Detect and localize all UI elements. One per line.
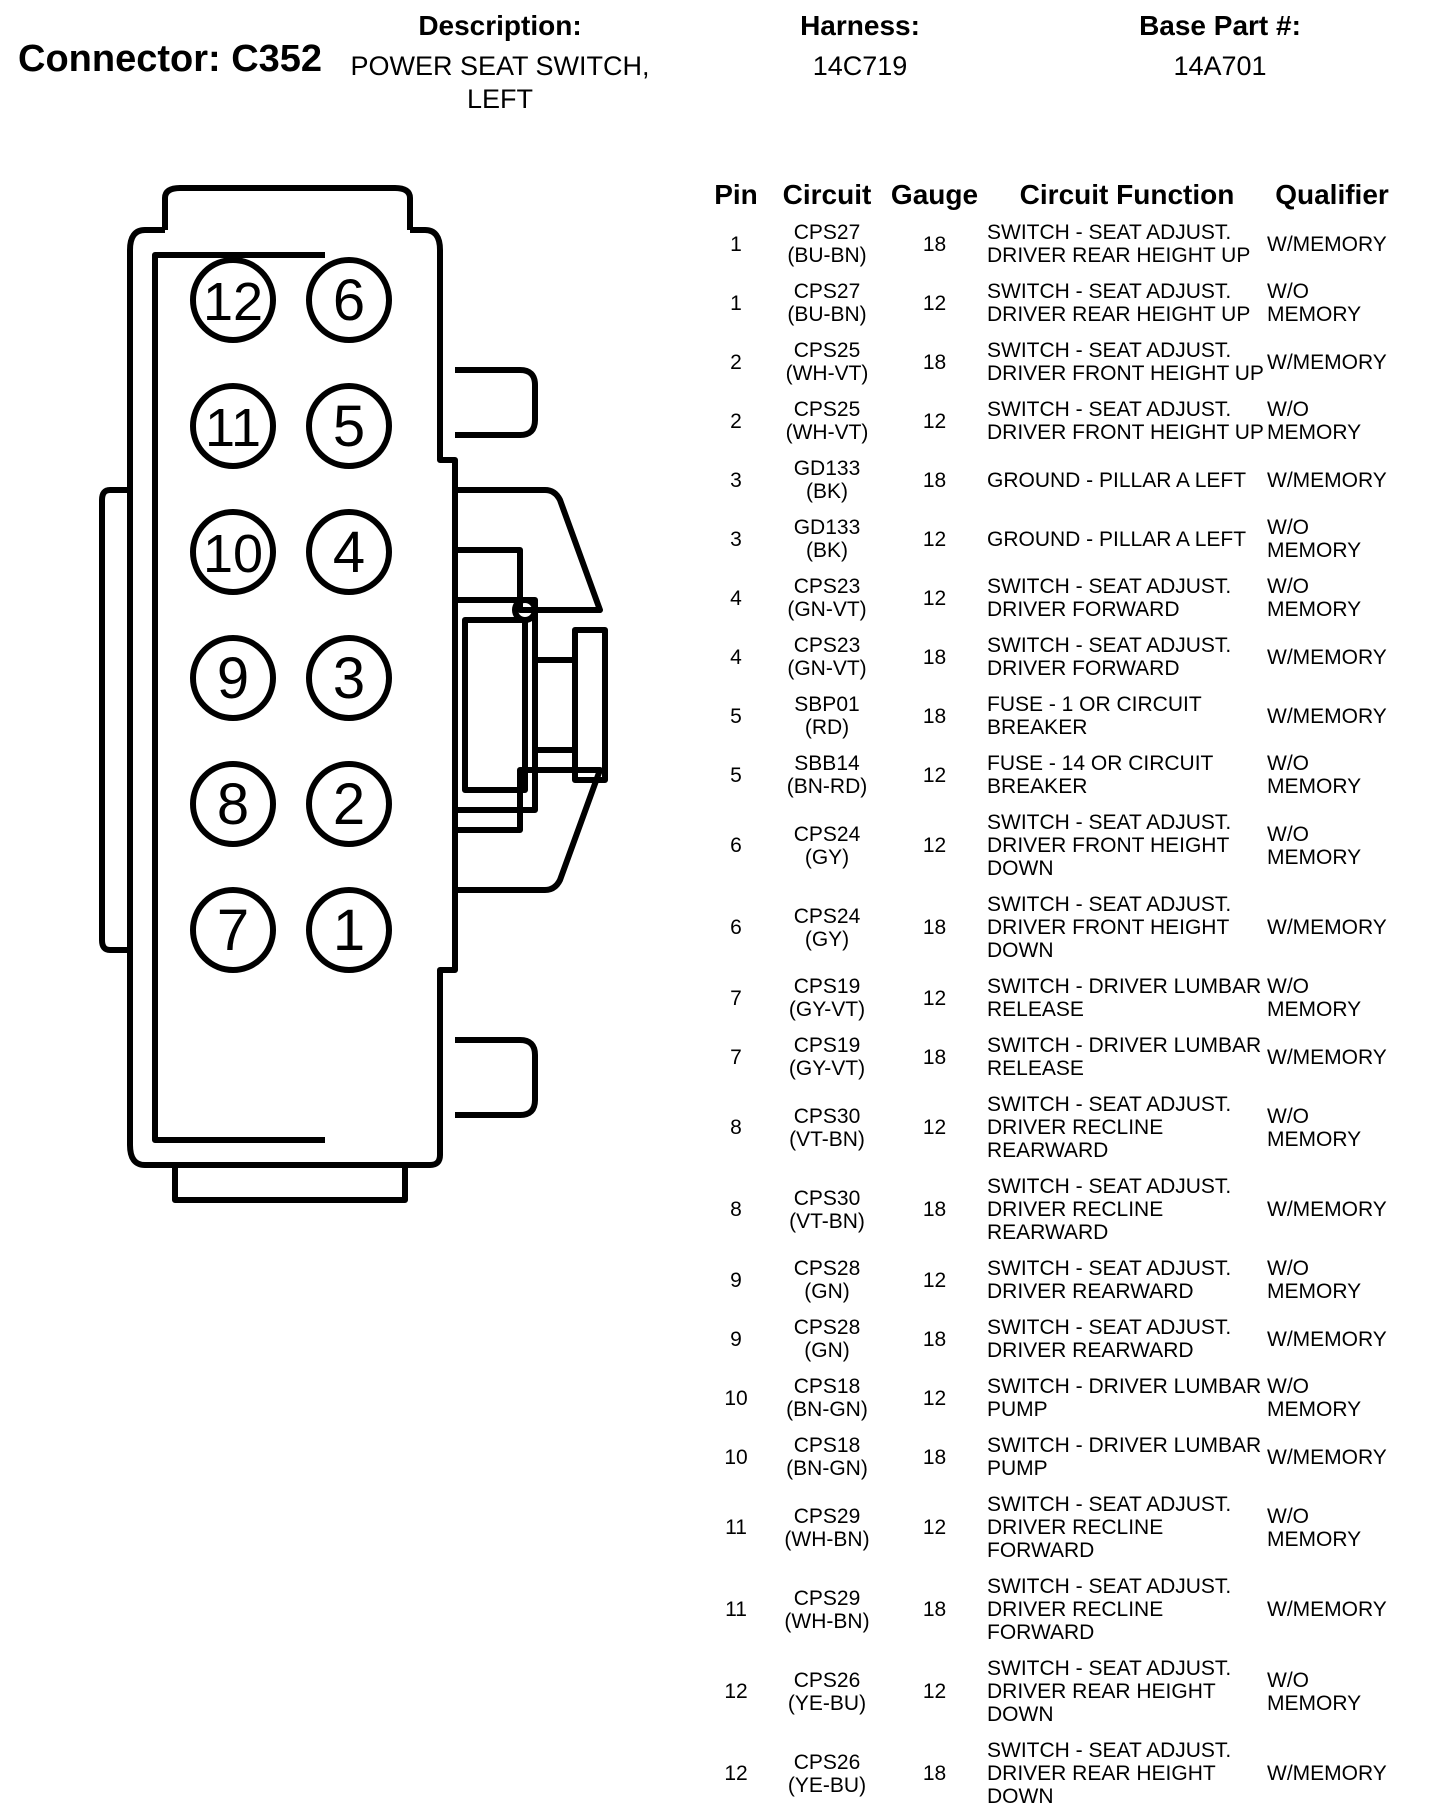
circuit-function-cell: SWITCH - SEAT ADJUST. DRIVER FORWARD: [987, 575, 1232, 621]
pin-table: [700, 175, 1397, 1815]
circuit-function-cell: SWITCH - SEAT ADJUST. DRIVER REARWARD: [987, 1316, 1232, 1362]
qualifier-cell: W/O MEMORY: [1267, 752, 1362, 798]
gauge-cell: 12: [922, 1116, 947, 1139]
wire-color: (BK): [806, 539, 848, 562]
connector-diagram: [0, 170, 640, 1230]
gauge-cell: 12: [922, 527, 947, 551]
qualifier-cell: W/MEMORY: [1267, 1198, 1387, 1221]
circuit-function-cell: SWITCH - SEAT ADJUST. DRIVER REAR HEIGHT UP: [987, 221, 1251, 267]
table-row: [700, 805, 1397, 887]
gauge-cell: 12: [922, 1680, 947, 1703]
wire-color: (VT-BN): [789, 1209, 865, 1233]
gauge-cell: 18: [922, 1198, 947, 1221]
pin-cell: 12: [724, 1680, 748, 1703]
gauge-cell: 12: [922, 763, 947, 787]
circuit-id: GD133: [793, 516, 861, 539]
table-row: [700, 451, 1397, 510]
pin-cell: 3: [730, 527, 742, 551]
circuit-function-cell: SWITCH - SEAT ADJUST. DRIVER REARWARD: [987, 1257, 1232, 1303]
circuit-id: CPS19: [793, 1034, 861, 1057]
pin-cell: 12: [724, 1762, 748, 1785]
gauge-cell: 18: [922, 704, 947, 728]
wire-color: (RD): [804, 716, 850, 739]
table-row: [700, 746, 1397, 805]
connector-left-rib: [102, 490, 130, 950]
circuit-id: CPS26: [793, 1668, 861, 1692]
wire-color: (BU-BN): [787, 244, 867, 267]
qualifier-cell: W/MEMORY: [1267, 468, 1387, 492]
circuit-function-cell: SWITCH - SEAT ADJUST. DRIVER FRONT HEIGHT DOWN: [987, 811, 1232, 880]
circuit-cell: [772, 333, 882, 392]
cavity-number: 8: [216, 772, 250, 837]
qualifier-cell: W/O MEMORY: [1267, 575, 1362, 621]
circuit-cell: [772, 628, 882, 687]
pin-cell: 4: [730, 586, 742, 610]
cavity-number: 7: [216, 898, 250, 963]
table-row: [700, 969, 1397, 1028]
wire-color: (BK): [806, 480, 848, 503]
table-row: [700, 687, 1397, 746]
circuit-function-cell: FUSE - 1 OR CIRCUIT BREAKER: [987, 693, 1202, 739]
header-circuit-function: Circuit Function: [1019, 179, 1235, 210]
circuit-cell: [772, 1487, 882, 1569]
gauge-cell: 12: [922, 1386, 947, 1410]
pin-cell: 8: [730, 1116, 742, 1139]
connector-top-lip: [165, 188, 410, 230]
table-row: [700, 1569, 1397, 1651]
gauge-cell: 18: [922, 916, 947, 939]
table-row: [700, 1169, 1397, 1251]
latch-upper-arm: [455, 490, 600, 610]
circuit-id: CPS18: [793, 1375, 861, 1398]
pin-cell: 6: [730, 916, 742, 939]
table-row: [700, 274, 1397, 333]
qualifier-cell: W/MEMORY: [1267, 350, 1387, 374]
circuit-id: CPS18: [793, 1434, 861, 1457]
wire-color: (YE-BU): [787, 1773, 867, 1797]
circuit-function-cell: SWITCH - DRIVER LUMBAR RELEASE: [987, 975, 1262, 1021]
connector-title: Connector: C352: [18, 38, 323, 80]
pin-cell: 9: [730, 1268, 742, 1292]
gauge-cell: 12: [922, 834, 947, 857]
circuit-cell: [772, 451, 882, 510]
qualifier-cell: W/O MEMORY: [1267, 280, 1362, 326]
circuit-cell: [772, 887, 882, 969]
qualifier-cell: W/O MEMORY: [1267, 1104, 1362, 1151]
circuit-id: CPS25: [793, 398, 861, 421]
circuit-cell: [772, 1310, 882, 1369]
gauge-cell: 12: [922, 409, 947, 433]
pin-cell: 10: [724, 1445, 748, 1469]
circuit-id: CPS28: [793, 1316, 861, 1339]
circuit-id: CPS24: [793, 822, 861, 846]
circuit-id: CPS29: [793, 1586, 861, 1610]
latch-block-right: [575, 630, 605, 780]
circuit-function-cell: SWITCH - DRIVER LUMBAR RELEASE: [987, 1034, 1262, 1080]
gauge-cell: 18: [922, 1327, 947, 1351]
circuit-cell: [772, 1251, 882, 1310]
circuit-id: CPS23: [793, 575, 861, 598]
table-row: [700, 215, 1397, 274]
table-row: [700, 887, 1397, 969]
pin-cell: 8: [730, 1198, 742, 1221]
pin-cell: 5: [730, 704, 742, 728]
pin-table-body: [700, 215, 1397, 1815]
pin-cell: 1: [730, 232, 742, 256]
table-row: [700, 1310, 1397, 1369]
qualifier-cell: W/O MEMORY: [1267, 1668, 1362, 1715]
cavity-number: 9: [216, 646, 250, 711]
circuit-cell: [772, 1028, 882, 1087]
circuit-cell: [772, 392, 882, 451]
circuit-function-cell: SWITCH - SEAT ADJUST. DRIVER FRONT HEIGHT UP: [987, 398, 1264, 444]
circuit-id: CPS19: [793, 975, 861, 998]
gauge-cell: 12: [922, 986, 947, 1010]
pin-cell: 6: [730, 834, 742, 857]
connector-right-upper-notch: [455, 370, 535, 435]
header-pin: Pin: [714, 179, 758, 210]
qualifier-cell: W/MEMORY: [1267, 1598, 1387, 1621]
qualifier-cell: W/O MEMORY: [1267, 1257, 1362, 1303]
connector-body-outline: [130, 230, 455, 1165]
cavity-number: 2: [332, 772, 366, 837]
circuit-cell: [772, 1569, 882, 1651]
pin-cell: 9: [730, 1327, 742, 1351]
circuit-function-cell: SWITCH - DRIVER LUMBAR PUMP: [987, 1375, 1262, 1421]
circuit-function-cell: FUSE - 14 OR CIRCUIT BREAKER: [987, 752, 1213, 798]
qualifier-cell: W/MEMORY: [1267, 232, 1387, 256]
cavity-number: 1: [332, 898, 366, 963]
circuit-function-cell: SWITCH - SEAT ADJUST. DRIVER RECLINE FORWARD: [987, 1575, 1232, 1644]
circuit-function-cell: SWITCH - SEAT ADJUST. DRIVER FRONT HEIGHT DOWN: [987, 893, 1232, 962]
circuit-cell: [772, 1087, 882, 1169]
wire-color: (GN-VT): [787, 598, 867, 621]
cavity-number: 6: [332, 268, 366, 333]
qualifier-cell: W/MEMORY: [1267, 916, 1387, 939]
gauge-cell: 18: [922, 1445, 947, 1469]
pin-cell: 11: [725, 1516, 747, 1539]
cavity-number: 11: [204, 398, 262, 458]
circuit-function-cell: SWITCH - SEAT ADJUST. DRIVER FORWARD: [987, 634, 1232, 680]
latch-inner: [465, 620, 525, 790]
circuit-function-cell: SWITCH - SEAT ADJUST. DRIVER REAR HEIGHT UP: [987, 280, 1251, 326]
circuit-cell: [772, 1651, 882, 1733]
circuit-function-cell: SWITCH - SEAT ADJUST. DRIVER RECLINE REARWARD: [987, 1175, 1232, 1244]
table-row: [700, 1651, 1397, 1733]
cavity-group: [193, 260, 389, 970]
gauge-cell: 18: [922, 468, 947, 492]
wire-color: (WH-VT): [785, 421, 869, 444]
circuit-function-cell: SWITCH - SEAT ADJUST. DRIVER REAR HEIGHT DOWN: [987, 1739, 1232, 1808]
header-circuit: Circuit: [782, 179, 872, 210]
connector-right-lower-notch: [455, 1040, 535, 1115]
qualifier-cell: W/O MEMORY: [1267, 1504, 1362, 1551]
table-row: [700, 1369, 1397, 1428]
circuit-id: SBB14: [794, 752, 860, 775]
wire-color: (GY): [804, 845, 850, 869]
table-row: [700, 569, 1397, 628]
wire-color: (GY): [804, 927, 850, 951]
circuit-id: CPS24: [793, 904, 861, 928]
cavity-number: 4: [332, 520, 366, 585]
circuit-cell: [772, 215, 882, 274]
circuit-id: SBP01: [794, 693, 860, 716]
harness-value: 14C719: [812, 51, 908, 81]
table-row: [700, 392, 1397, 451]
header-gauge: Gauge: [890, 179, 979, 210]
header-qualifier: Qualifier: [1275, 179, 1389, 210]
pin-cell: 1: [730, 291, 742, 315]
description-line-1: POWER SEAT SWITCH,: [350, 51, 650, 81]
circuit-id: CPS25: [793, 339, 861, 362]
wire-color: (YE-BU): [787, 1691, 867, 1715]
circuit-cell: [772, 805, 882, 887]
circuit-id: CPS26: [793, 1750, 861, 1774]
gauge-cell: 12: [922, 1516, 947, 1539]
circuit-cell: [772, 1733, 882, 1815]
qualifier-cell: W/O MEMORY: [1267, 822, 1362, 869]
qualifier-cell: W/O MEMORY: [1267, 1375, 1362, 1421]
wire-color: (GN): [804, 1280, 850, 1303]
base-part-label: Base Part #:: [1139, 10, 1301, 41]
pin-cell: 5: [730, 763, 742, 787]
harness-label: Harness:: [800, 10, 920, 41]
gauge-cell: 12: [922, 586, 947, 610]
cavity-number: 3: [332, 646, 366, 711]
circuit-id: CPS23: [793, 634, 861, 657]
circuit-id: CPS28: [793, 1257, 861, 1280]
qualifier-cell: W/MEMORY: [1267, 645, 1387, 669]
circuit-cell: [772, 1169, 882, 1251]
pin-cell: 4: [730, 645, 742, 669]
description-value: [330, 50, 670, 116]
circuit-id: CPS30: [793, 1104, 861, 1128]
pin-cell: 11: [725, 1598, 747, 1621]
qualifier-cell: W/O MEMORY: [1267, 975, 1362, 1021]
gauge-cell: 18: [922, 1598, 947, 1621]
circuit-cell: [772, 1428, 882, 1487]
circuit-function-cell: SWITCH - DRIVER LUMBAR PUMP: [987, 1434, 1262, 1480]
connector-bottom-lip: [175, 1165, 405, 1200]
table-row: [700, 510, 1397, 569]
circuit-function-cell: SWITCH - SEAT ADJUST. DRIVER RECLINE REARWARD: [987, 1093, 1232, 1162]
table-row: [700, 1487, 1397, 1569]
circuit-function-cell: GROUND - PILLAR A LEFT: [987, 468, 1247, 492]
wire-color: (BN-GN): [786, 1457, 868, 1480]
gauge-cell: 18: [922, 232, 947, 256]
wire-color: (WH-VT): [785, 362, 869, 385]
cavity-number: 10: [202, 524, 264, 584]
qualifier-cell: W/MEMORY: [1267, 1327, 1387, 1351]
table-row: [700, 1087, 1397, 1169]
wire-color: (WH-BN): [784, 1527, 870, 1551]
circuit-cell: [772, 969, 882, 1028]
latch-tab: [535, 660, 575, 750]
table-row: [700, 628, 1397, 687]
gauge-cell: 18: [922, 1045, 947, 1069]
table-row: [700, 1428, 1397, 1487]
gauge-cell: 18: [922, 350, 947, 374]
pin-cell: 7: [730, 986, 742, 1010]
wire-color: (GN): [804, 1339, 850, 1362]
circuit-cell: [772, 1369, 882, 1428]
circuit-id: GD133: [793, 457, 861, 480]
description-label: Description:: [418, 10, 582, 41]
circuit-function-cell: GROUND - PILLAR A LEFT: [987, 527, 1247, 551]
circuit-function-cell: SWITCH - SEAT ADJUST. DRIVER RECLINE FORWARD: [987, 1493, 1232, 1562]
pin-cell: 2: [730, 409, 742, 433]
gauge-cell: 12: [922, 291, 947, 315]
base-part-value: 14A701: [1173, 51, 1267, 81]
table-row: [700, 333, 1397, 392]
table-row: [700, 1733, 1397, 1815]
circuit-cell: [772, 687, 882, 746]
description-line-2: LEFT: [466, 84, 533, 114]
wire-color: (BU-BN): [787, 303, 867, 326]
circuit-id: CPS29: [793, 1504, 861, 1528]
wire-color: (WH-BN): [784, 1609, 870, 1633]
table-row: [700, 1028, 1397, 1087]
qualifier-cell: W/O MEMORY: [1267, 398, 1362, 444]
qualifier-cell: W/MEMORY: [1267, 1045, 1387, 1069]
circuit-cell: [772, 746, 882, 805]
qualifier-cell: W/MEMORY: [1267, 1762, 1387, 1785]
circuit-id: CPS30: [793, 1186, 861, 1210]
circuit-cell: [772, 274, 882, 333]
pin-cell: 10: [724, 1386, 748, 1410]
wire-color: (BN-GN): [786, 1398, 868, 1421]
cavity-number: 12: [202, 272, 264, 332]
pin-cell: 3: [730, 468, 742, 492]
circuit-id: CPS27: [793, 221, 861, 244]
wire-color: (GY-VT): [788, 1057, 866, 1080]
wire-color: (BN-RD): [786, 775, 868, 798]
pin-cell: 7: [730, 1045, 742, 1069]
gauge-cell: 18: [922, 1762, 947, 1785]
gauge-cell: 18: [922, 645, 947, 669]
pin-table-header-row: [700, 175, 1397, 215]
wire-color: (GY-VT): [788, 998, 866, 1021]
circuit-function-cell: SWITCH - SEAT ADJUST. DRIVER FRONT HEIGHT UP: [987, 339, 1264, 385]
gauge-cell: 12: [922, 1268, 947, 1292]
wire-color: (GN-VT): [787, 657, 867, 680]
qualifier-cell: W/MEMORY: [1267, 1445, 1387, 1469]
wire-color: (VT-BN): [789, 1127, 865, 1151]
circuit-function-cell: SWITCH - SEAT ADJUST. DRIVER REAR HEIGHT DOWN: [987, 1657, 1232, 1726]
qualifier-cell: W/O MEMORY: [1267, 516, 1362, 562]
qualifier-cell: W/MEMORY: [1267, 704, 1387, 728]
circuit-cell: [772, 510, 882, 569]
circuit-id: CPS27: [793, 280, 861, 303]
table-row: [700, 1251, 1397, 1310]
circuit-cell: [772, 569, 882, 628]
pin-cell: 2: [730, 350, 742, 374]
cavity-number: 5: [332, 394, 366, 459]
